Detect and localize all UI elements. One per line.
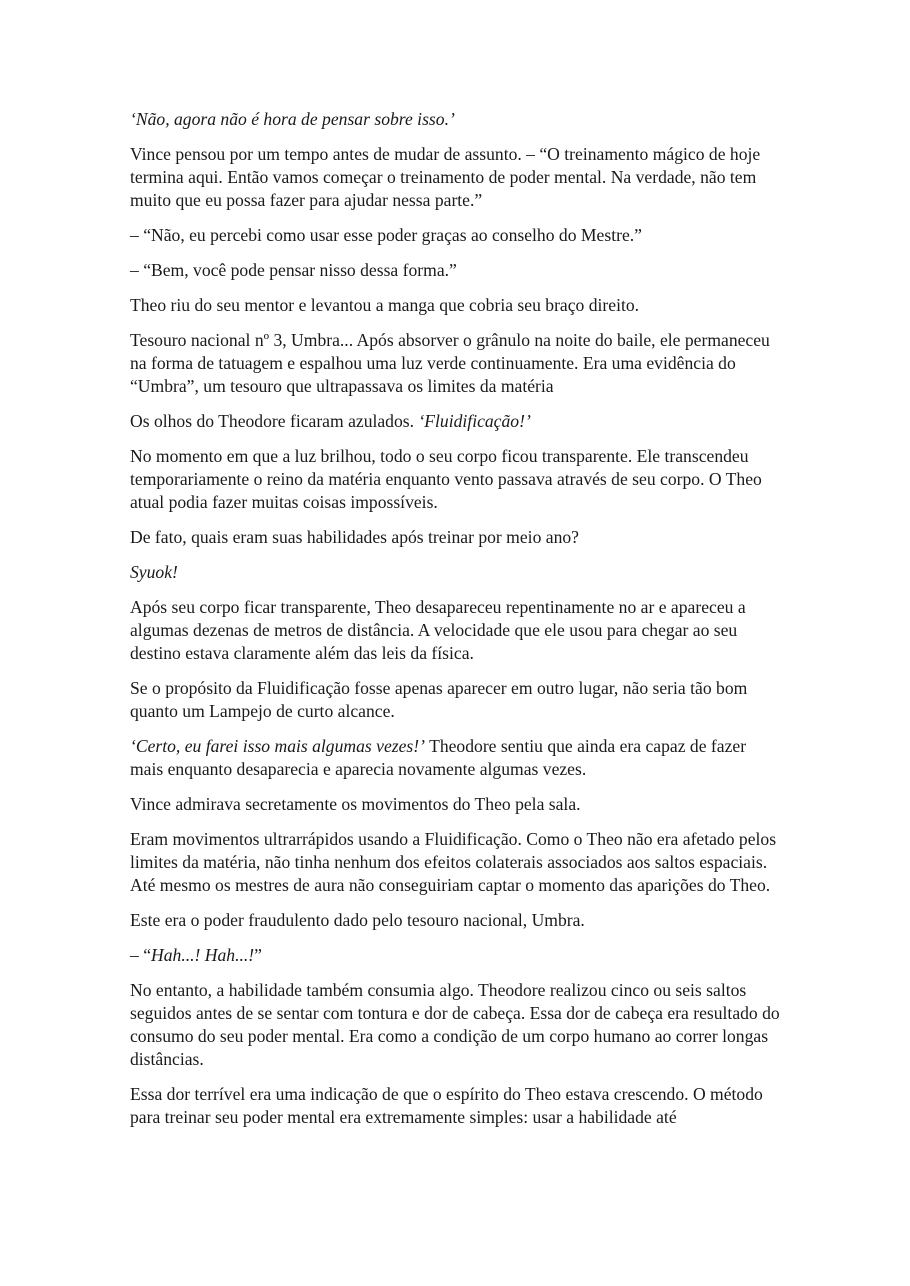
italic-text-run: ‘Fluidificação!’: [418, 411, 531, 431]
italic-text-run: ‘Certo, eu farei isso mais algumas vezes!’: [130, 736, 425, 756]
text-run: ”: [254, 945, 262, 965]
text-run: Theo riu do seu mentor e levantou a manga que cobria seu braço direito.: [130, 295, 640, 315]
text-run: Theodore sentiu que ainda era capaz de fazer mais enquanto desaparecia e aparecia novamente algumas vezes.: [130, 736, 747, 779]
text-run: – “Bem, você pode pensar nisso dessa forma.”: [130, 260, 457, 280]
text-run: Tesouro nacional nº 3, Umbra... Após absorver o grânulo na noite do baile, ele permaneceu na forma de tatuagem e espalhou uma luz verde continuamente. Era uma evidência do “Umbra”, um tesouro que ultrapassava os limites da matéria: [130, 330, 770, 396]
text-run: No entanto, a habilidade também consumia algo. Theodore realizou cinco ou seis saltos seguidos antes de se sentar com tontura e dor de cabeça. Essa dor de cabeça era resultado do consumo do seu poder mental. Era como a condição de um corpo humano ao correr longas distâncias.: [130, 980, 780, 1069]
paragraph: [130, 735, 780, 781]
paragraph: [130, 793, 780, 816]
italic-text-run: Hah...! Hah...!: [151, 945, 255, 965]
paragraph: [130, 828, 780, 897]
text-run: Este era o poder fraudulento dado pelo tesouro nacional, Umbra.: [130, 910, 585, 930]
paragraph: [130, 909, 780, 932]
text-run: Os olhos do Theodore ficaram azulados.: [130, 411, 419, 431]
paragraph: [130, 979, 780, 1071]
text-run: – “Não, eu percebi como usar esse poder graças ao conselho do Mestre.”: [130, 225, 642, 245]
text-run: No momento em que a luz brilhou, todo o seu corpo ficou transparente. Ele transcendeu temporariamente o reino da matéria enquanto vento passava através de seu corpo. O Theo atual podia fazer muitas coisas impossíveis.: [130, 446, 762, 512]
paragraph: [130, 1083, 780, 1129]
text-run: Se o propósito da Fluidificação fosse apenas aparecer em outro lugar, não seria tão bom quanto um Lampejo de curto alcance.: [130, 678, 748, 721]
text-run: Após seu corpo ficar transparente, Theo desapareceu repentinamente no ar e apareceu a algumas dezenas de metros de distância. A velocidade que ele usou para chegar ao seu destino estava claramente além das leis da física.: [130, 597, 746, 663]
italic-text-run: Syuok!: [130, 562, 178, 582]
paragraph: [130, 561, 780, 584]
paragraph: [130, 526, 780, 549]
paragraph: [130, 329, 780, 398]
paragraph: [130, 677, 780, 723]
text-run: De fato, quais eram suas habilidades após treinar por meio ano?: [130, 527, 579, 547]
paragraph: [130, 143, 780, 212]
text-run: Vince pensou por um tempo antes de mudar de assunto. – “O treinamento mágico de hoje termina aqui. Então vamos começar o treinamento de poder mental. Na verdade, não tem muito que eu possa fazer para ajudar nessa parte.”: [130, 144, 761, 210]
italic-text-run: ‘Não, agora não é hora de pensar sobre isso.’: [130, 109, 455, 129]
paragraph: [130, 944, 780, 967]
paragraph: [130, 294, 780, 317]
paragraph: [130, 596, 780, 665]
paragraph: [130, 224, 780, 247]
paragraph: [130, 410, 780, 433]
paragraph: [130, 108, 780, 131]
text-run: Eram movimentos ultrarrápidos usando a Fluidificação. Como o Theo não era afetado pelos limites da matéria, não tinha nenhum dos efeitos colaterais associados aos saltos espaciais. Até mesmo os mestres de aura não conseguiriam captar o momento das aparições do Theo.: [130, 829, 777, 895]
paragraph: [130, 445, 780, 514]
document-page: [130, 108, 780, 1141]
text-run: – “: [130, 945, 152, 965]
paragraph: [130, 259, 780, 282]
text-run: Vince admirava secretamente os movimentos do Theo pela sala.: [130, 794, 581, 814]
text-run: Essa dor terrível era uma indicação de que o espírito do Theo estava crescendo. O método para treinar seu poder mental era extremamente simples: usar a habilidade até: [130, 1084, 763, 1127]
